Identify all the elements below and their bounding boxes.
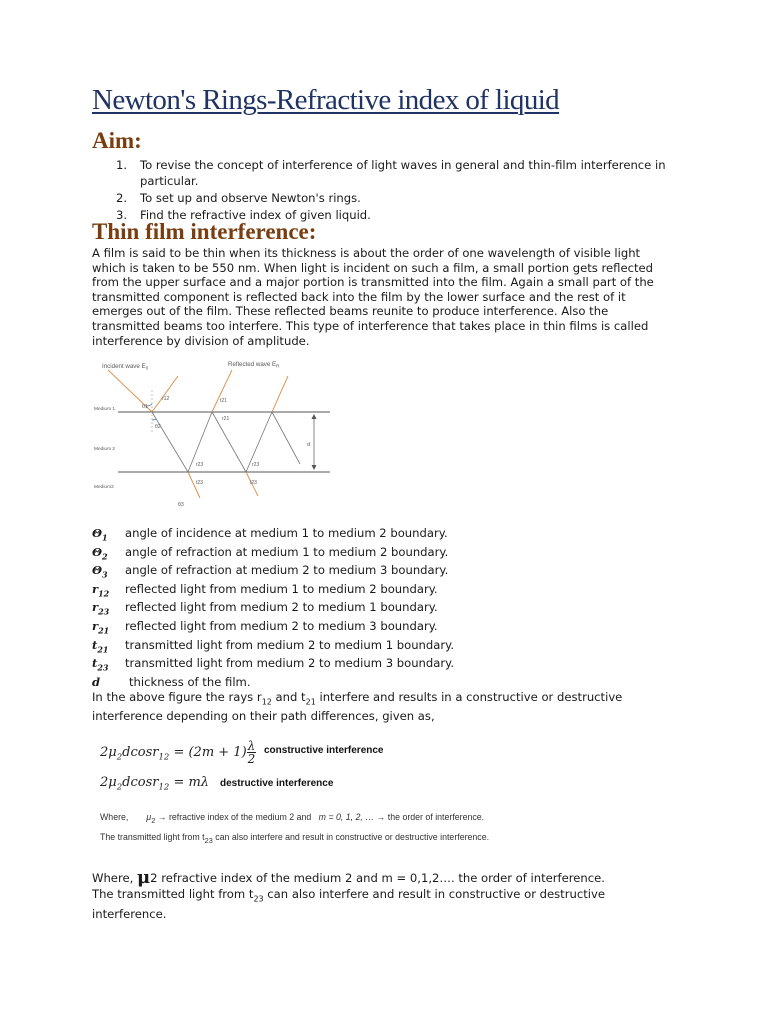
mu-symbol: μ — [136, 867, 151, 888]
legend-row — [92, 545, 592, 564]
label-theta-1: θ1 — [142, 404, 148, 410]
label-theta-2: θ2 — [155, 424, 161, 430]
legend-symbol: $t_{23}$ — [92, 656, 109, 673]
label-r23: r23 — [196, 462, 204, 468]
legend-row — [92, 619, 592, 638]
list-text: To set up and observe Newton's rings. — [140, 191, 361, 205]
legend-symbol: d — [92, 674, 101, 689]
legend-description: transmitted light from medium 2 to medium 3 boundary. — [125, 656, 455, 671]
list-number: 3. — [116, 208, 128, 222]
list-item — [92, 157, 692, 189]
legend-symbol: $r_{21}$ — [92, 618, 110, 636]
legend-row — [92, 582, 592, 601]
legend-row — [92, 656, 592, 675]
list-item — [92, 190, 692, 206]
explanation-paragraph: In the above figure the rays $r_{12}$ and $t_{21}$ interfere and results in a constructive or destructive interference depending on their path differences, given as, — [92, 690, 623, 724]
list-number: 1. — [116, 158, 128, 172]
aim-heading: Aim: — [92, 128, 142, 153]
label-t21: t21 — [220, 398, 227, 404]
label-d: d — [307, 442, 311, 448]
thickness-arrow-head-top — [312, 414, 317, 419]
legend-symbol: $\Theta_2$ — [92, 544, 108, 561]
thin-film-diagram — [88, 356, 336, 516]
transmitted-ray-t21-b — [272, 376, 288, 412]
legend-row — [92, 600, 592, 619]
legend-symbol: $r_{12}$ — [92, 581, 110, 599]
thin-film-paragraph: A film is said to be thin when its thickness is about the order of one wavelength of visible light which is taken to be 550 nm. When light is incident on such a film, a small portion gets reflected from the upper surface and a major portion is transmitted into the film. Again a small part of the transmitted component is reflected back into the film by the lower surface and the rest of it emerges out of the film. These reflected beams reunite to produce interference. Also the transmitted beams too interfere. This type of interference that takes place in thin films is called interference by division of amplitude. — [92, 246, 654, 348]
thickness-arrow-head-bottom — [312, 465, 317, 470]
legend-description: reflected light from medium 1 to medium 2 boundary. — [125, 581, 438, 596]
legend-description: reflected light from medium 2 to medium 3 boundary. — [125, 618, 438, 633]
label-incident-wave: Incident wave $E_0$ — [102, 363, 149, 371]
legend-description: angle of refraction at medium 2 to medium 3 boundary. — [125, 563, 449, 578]
label-reflected-wave: Reflected wave $E_R$ — [228, 361, 280, 369]
constructive-equation: $2\mu_2dcosr_{12} = (2m + 1)$ $\frac{\lambda}{2}$ — [100, 739, 256, 766]
legend-row — [92, 526, 592, 545]
aim-list — [92, 157, 692, 224]
legend-symbol: $\Theta_1$ — [92, 526, 108, 543]
equation-block — [96, 728, 556, 848]
equation-where-note: Where, $\mu_2$ → refractive index of the medium 2 and m = 0, 1, 2, … → the order of interference. — [100, 812, 485, 825]
legend-description: reflected light from medium 2 to medium 1 boundary. — [125, 600, 438, 615]
label-t23: t23 — [196, 480, 203, 486]
legend-symbol: $r_{23}$ — [92, 600, 110, 617]
transmitted-paragraph: The transmitted light from $t_{23}$ can also interfere and result in constructive or destructive interference. — [92, 887, 605, 921]
refracted-ray-3 — [272, 412, 300, 464]
legend-description: thickness of the film. — [129, 674, 251, 689]
destructive-label: destructive interference — [220, 778, 334, 789]
angle-arc-refraction — [152, 419, 156, 420]
legend-symbol: $t_{21}$ — [92, 637, 109, 654]
legend-row — [92, 563, 592, 582]
legend-description: transmitted light from medium 2 to medium 1 boundary. — [125, 637, 455, 652]
refracted-ray-1 — [152, 412, 188, 472]
legend-symbol: $\Theta_3$ — [92, 563, 108, 580]
legend-description: angle of incidence at medium 1 to medium 2 boundary. — [125, 526, 448, 540]
label-medium-1: Medium 1 — [94, 407, 116, 412]
transmitted-ray-t21 — [212, 370, 232, 412]
where-paragraph: Where, μ2 refractive index of the medium 2 and m = 0,1,2…. the order of interference. — [92, 867, 605, 888]
label-medium-2: Medium 2 — [94, 447, 116, 452]
list-text: To revise the concept of interference of light waves in general and thin-film interference in particular. — [140, 158, 666, 188]
list-number: 2. — [116, 191, 128, 205]
label-r23-b: r23 — [252, 462, 260, 468]
reflected-ray-r12 — [152, 376, 178, 412]
label-r21: r21 — [222, 416, 230, 422]
list-text: Find the refractive index of given liquid. — [140, 208, 371, 222]
thin-film-heading: Thin film interference: — [92, 219, 317, 244]
label-theta-3: θ3 — [178, 502, 184, 508]
equation-transmitted-note: The transmitted light from $t_{23}$ can also interfere and result in constructive or destructive interference. — [100, 832, 490, 845]
label-medium-3: Medium3 — [94, 485, 114, 490]
page-title: Newton's Rings-Refractive index of liquid — [92, 84, 560, 116]
destructive-equation: $2\mu_2dcosr_{12} = m\lambda$ — [100, 775, 210, 793]
constructive-label: constructive interference — [264, 745, 384, 756]
legend-description: angle of refraction at medium 1 to medium 2 boundary. — [125, 544, 449, 559]
legend-row — [92, 638, 592, 657]
label-r12: r12 — [162, 396, 170, 402]
symbol-legend — [92, 526, 592, 693]
label-t23-b: t23 — [250, 480, 257, 486]
